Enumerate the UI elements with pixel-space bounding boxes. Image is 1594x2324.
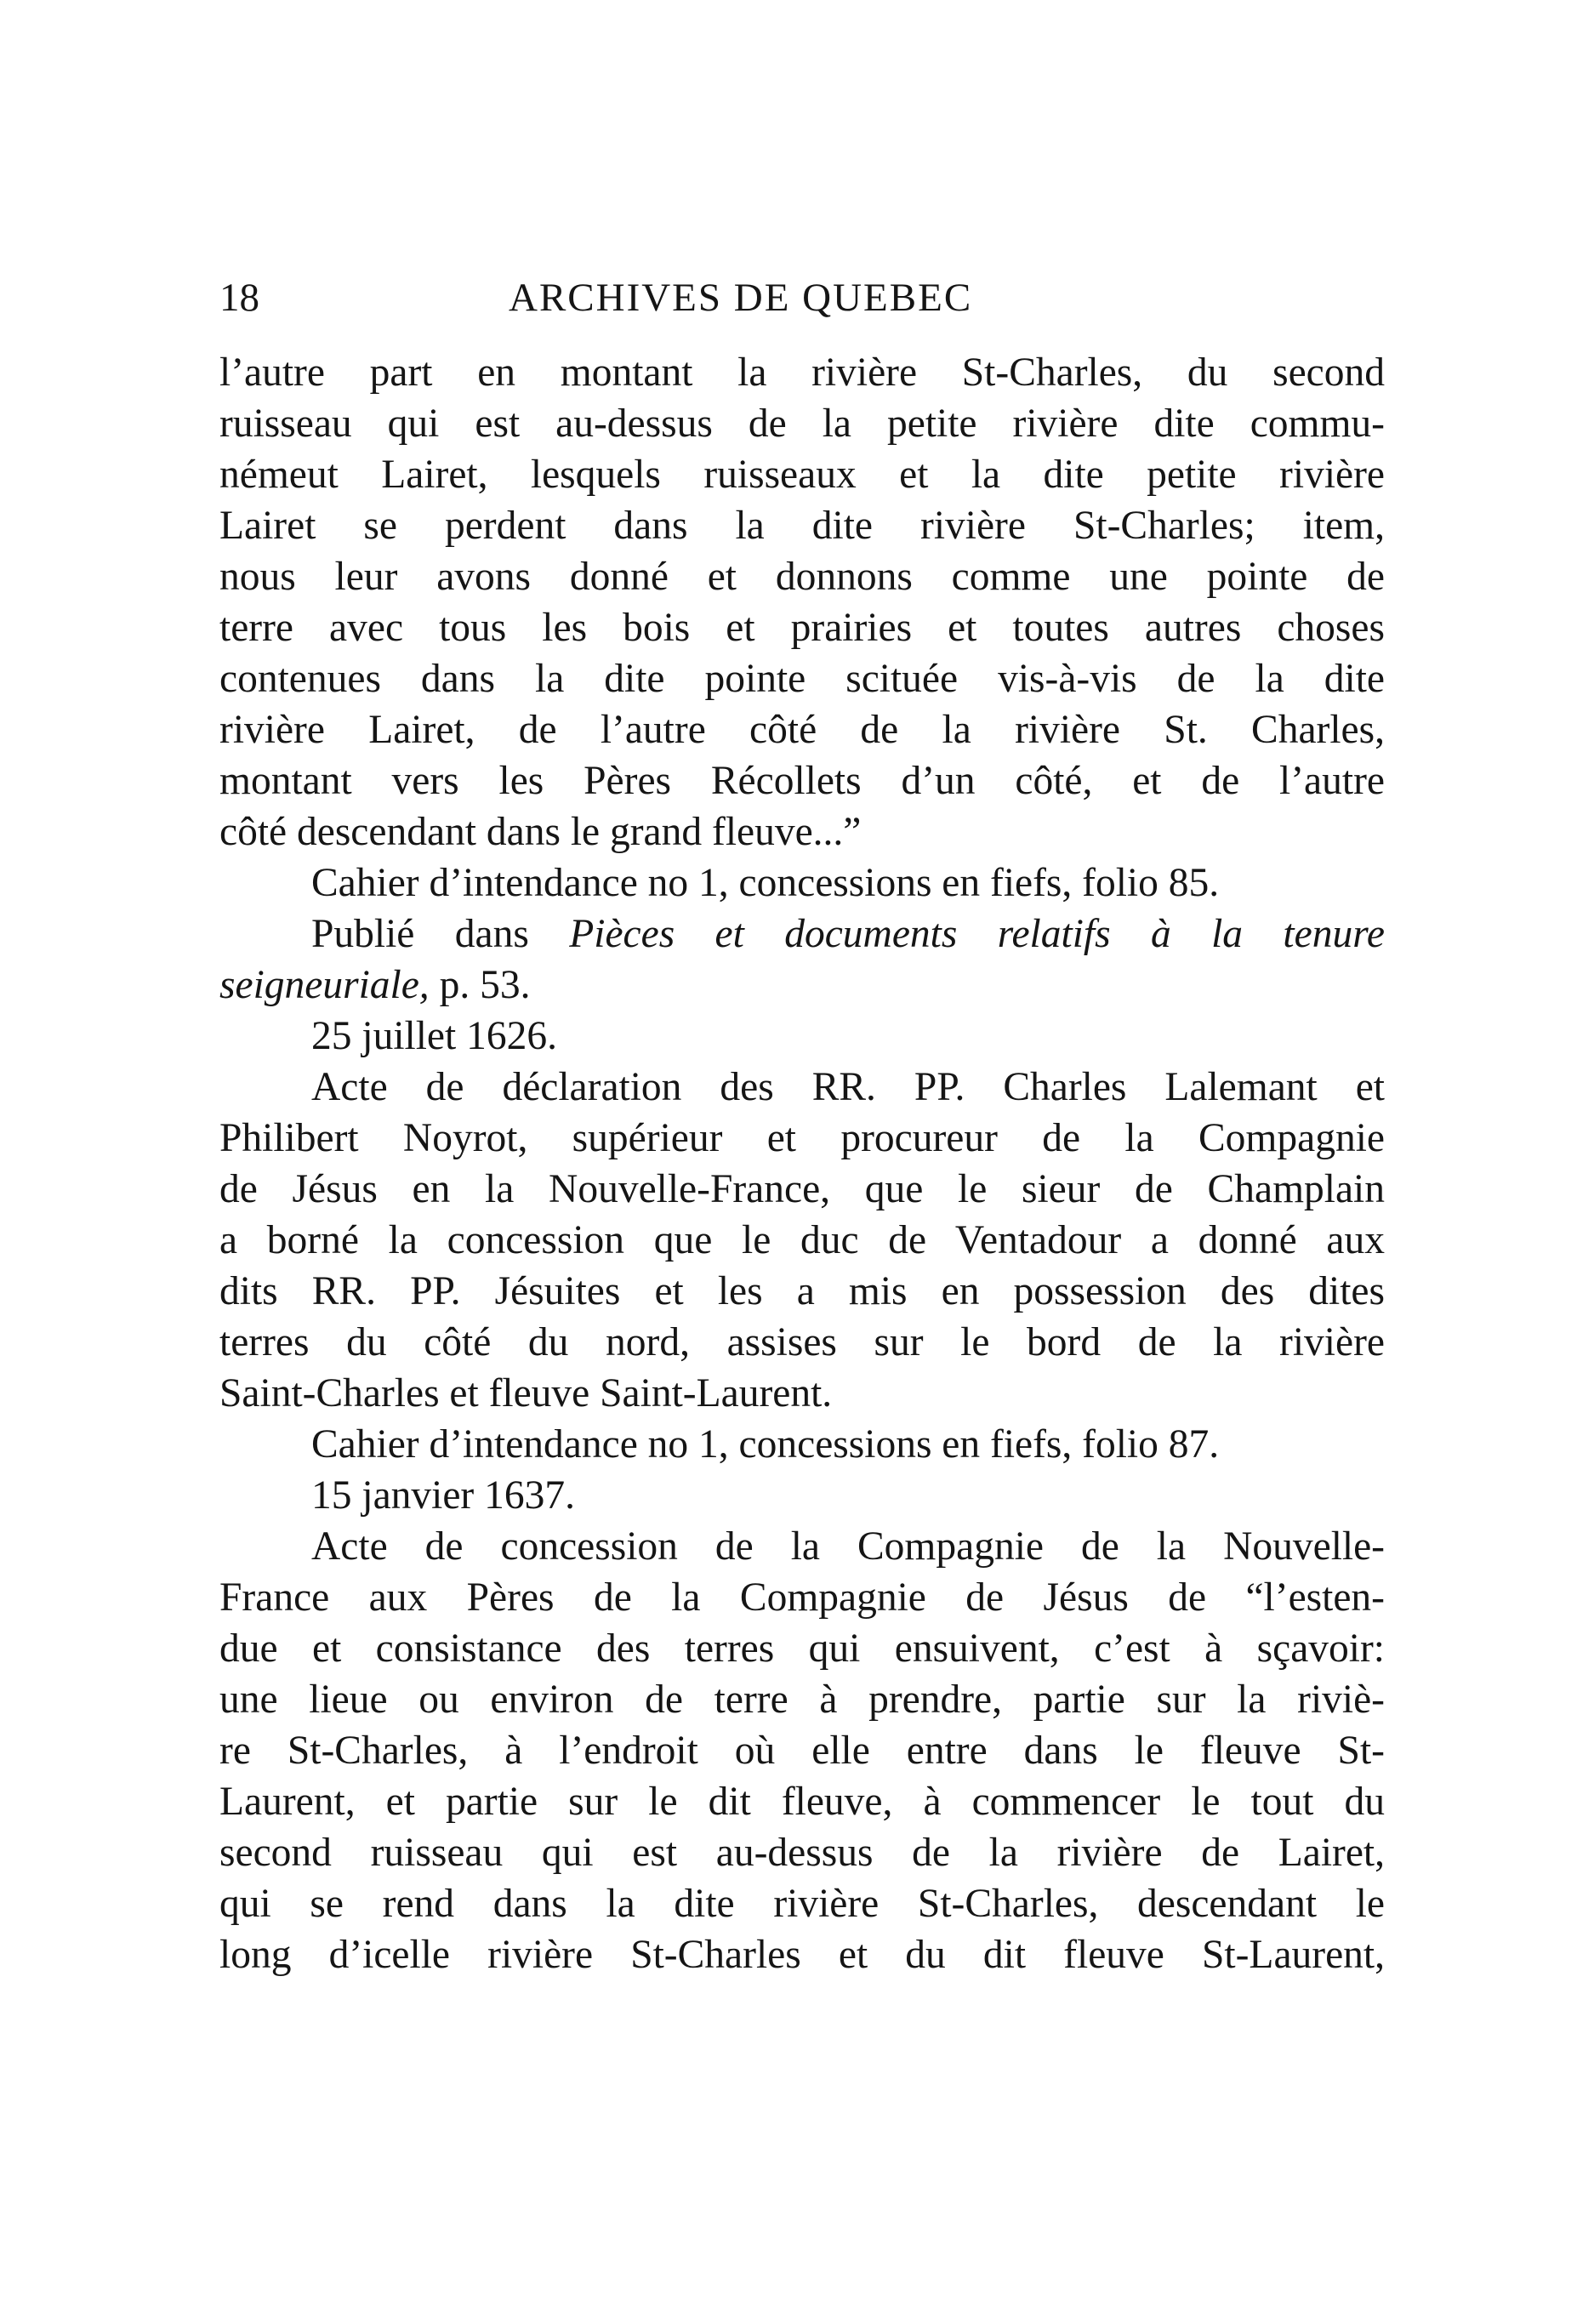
text-line: Lairet se perdent dans la dite rivière St-Charles; item, bbox=[219, 504, 1385, 548]
text-line: contenues dans la dite pointe scituée vis-à-vis de la dite bbox=[219, 657, 1385, 701]
text-line: re St-Charles, à l’endroit où elle entre dans le fleuve St- bbox=[219, 1729, 1385, 1773]
text-line: dits RR. PP. Jésuites et les a mis en possession des dites bbox=[219, 1269, 1385, 1313]
text-line: qui se rend dans la dite rivière St-Charles, descendant le bbox=[219, 1882, 1385, 1926]
entry-date: 25 juillet 1626. bbox=[311, 1014, 557, 1058]
text-line: némeut Lairet, lesquels ruisseaux et la dite petite rivière bbox=[219, 453, 1385, 497]
text-line: France aux Pères de la Compagnie de Jésus de “l’esten- bbox=[219, 1575, 1385, 1620]
text-line: a borné la concession que le duc de Ventadour a donné aux bbox=[219, 1218, 1385, 1262]
document-page bbox=[219, 272, 1385, 1980]
text-line: côté descendant dans le grand fleuve...” bbox=[219, 810, 862, 854]
source-citation: Cahier d’intendance no 1, concessions en fiefs, folio 85. bbox=[311, 861, 1220, 905]
text-line: l’autre part en montant la rivière St-Charles, du second bbox=[219, 350, 1385, 395]
text-line: ruisseau qui est au-dessus de la petite rivière dite commu- bbox=[219, 402, 1385, 446]
text-line: Laurent, et partie sur le dit fleuve, à commencer le tout du bbox=[219, 1780, 1385, 1824]
text-line: second ruisseau qui est au-dessus de la rivière de Lairet, bbox=[219, 1831, 1385, 1875]
text-line: rivière Lairet, de l’autre côté de la rivière St. Charles, bbox=[219, 708, 1385, 752]
text-line: de Jésus en la Nouvelle-France, que le sieur de Champlain bbox=[219, 1167, 1385, 1211]
publication-prefix: Publié dans bbox=[311, 912, 570, 956]
publication-title-end: seigneuriale, bbox=[219, 963, 430, 1007]
text-line: terres du côté du nord, assises sur le bord de la rivière bbox=[219, 1320, 1385, 1364]
text-line: une lieue ou environ de terre à prendre, partie sur la riviè- bbox=[219, 1677, 1385, 1722]
body-text bbox=[219, 347, 1385, 1980]
text-line: Acte de concession de la Compagnie de la Nouvelle- bbox=[311, 1524, 1385, 1569]
page-header bbox=[219, 272, 1385, 323]
text-line: long d’icelle rivière St-Charles et du dit fleuve St-Laurent, bbox=[219, 1933, 1385, 1977]
publication-line bbox=[219, 960, 1385, 1011]
text-line: terre avec tous les bois et prairies et toutes autres choses bbox=[219, 606, 1385, 650]
text-line: montant vers les Pères Récollets d’un côté, et de l’autre bbox=[219, 759, 1385, 803]
running-title: ARCHIVES DE QUEBEC bbox=[509, 276, 973, 320]
text-line: due et consistance des terres qui ensuivent, c’est à sçavoir: bbox=[219, 1626, 1385, 1671]
page-number: 18 bbox=[219, 276, 259, 320]
publication-title: Pièces et documents relatifs à la tenure bbox=[569, 912, 1385, 956]
entry-date: 15 janvier 1637. bbox=[311, 1473, 576, 1518]
text-line: Philibert Noyrot, supérieur et procureur de la Compagnie bbox=[219, 1116, 1385, 1160]
text-line: nous leur avons donné et donnons comme une pointe de bbox=[219, 555, 1385, 599]
source-citation: Cahier d’intendance no 1, concessions en fiefs, folio 87. bbox=[311, 1422, 1220, 1467]
publication-page: p. 53. bbox=[429, 963, 531, 1007]
publication-line bbox=[219, 909, 1385, 960]
text-line: Acte de déclaration des RR. PP. Charles Lalemant et bbox=[311, 1065, 1385, 1109]
text-line: Saint-Charles et fleuve Saint-Laurent. bbox=[219, 1371, 833, 1415]
